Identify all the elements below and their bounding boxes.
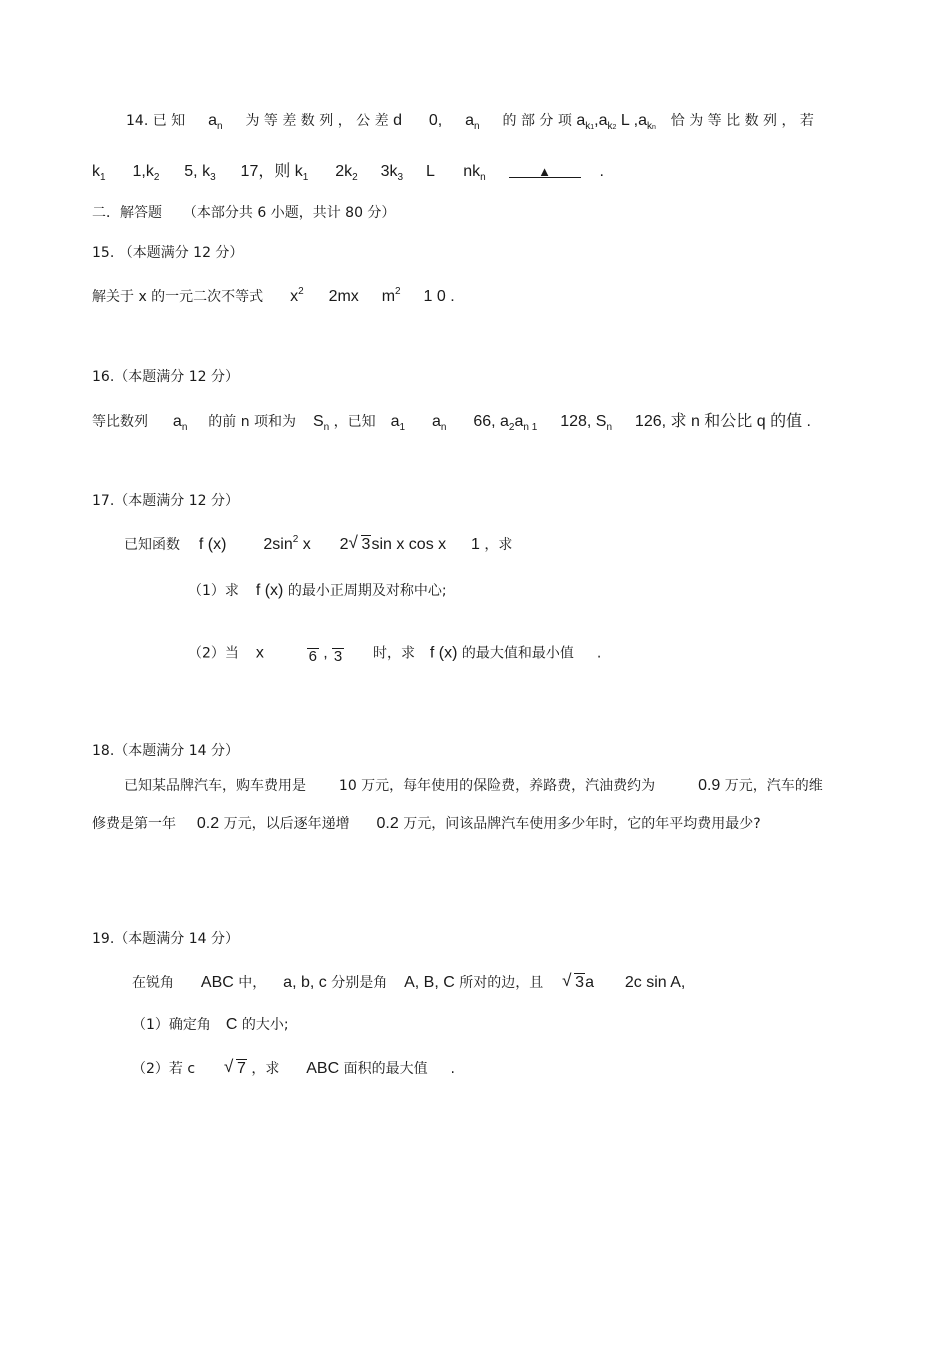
q17-part1: （1）求 f (x) 的最小正周期及对称中心; [188, 582, 447, 599]
q14-line1 [126, 110, 814, 132]
q15-body: 解关于 x 的一元二次不等式 $x^2$ 2mx $m^2$ 1 0 . [92, 286, 455, 305]
q14-subseq: $a_{k1},a_{k2}$ L $,a_{kn}$ [576, 112, 656, 132]
q14-zero: 0, [428, 112, 443, 129]
fraction-pi-6: 6 [307, 642, 319, 665]
q18-title: 18.（本题满分 14 分） [92, 743, 239, 759]
q19-title: 19.（本题满分 14 分） [92, 931, 239, 947]
q14-text-2: 为 等 差 数 列 ， 公 差 [245, 113, 389, 129]
q14-an: $a_n$ [208, 112, 223, 132]
triangle-icon: ▲ [538, 164, 552, 179]
q14-number: 14. [126, 113, 149, 129]
q14-an-2: $a_n$ [465, 112, 480, 132]
q18-line1: 已知某品牌汽车，购车费用是 10 万元，每年使用的保险费，养路费，汽油费约为 0.9 万元，汽车的维 [124, 777, 823, 794]
sqrt-three: √ 3 [349, 536, 372, 554]
answer-blank [509, 163, 581, 178]
q14-d: d [393, 112, 402, 129]
fraction-pi-3: 3 [332, 642, 344, 665]
q17-title: 17.（本题满分 12 分） [92, 493, 239, 509]
q14-text-3: 的 部 分 项 [502, 113, 572, 129]
q16-title: 16.（本题满分 12 分） [92, 369, 239, 385]
q17-part2: （2）当 x 6 , 3 时，求 f (x) 的最大值和最小值 . [188, 642, 601, 665]
section2-heading [92, 202, 395, 222]
section2-note: （本部分共 6 小题，共计 80 分） [182, 205, 396, 221]
q14-text-4: 恰 为 等 比 数 列 ， 若 [670, 113, 814, 129]
q14-line2: $k_1$ $1,k_2$ 5, $k_3$ 17，则 $k_1$ $2k_2$ $3k_3$ L $nk_n$ ▲ . [92, 163, 604, 183]
q19-part2: （2）若 c √ 7 ，求 ABC 面积的最大值 . [132, 1058, 455, 1078]
q17-body: 已知函数 f (x) $2\sin^2$ x 2√ 3sin x cos x 1 ，求 [124, 534, 512, 554]
q15-title: 15. （本题满分 12 分） [92, 245, 244, 261]
q18-line2: 修费是第一年 0.2 万元，以后逐年递增 0.2 万元，问该品牌汽车使用多少年时，它的年平均费用最少? [92, 815, 761, 832]
q19-part1: （1）确定角 C 的大小; [132, 1016, 289, 1033]
sqrt-seven: √ 7 [224, 1060, 247, 1078]
q14-text: 已 知 [152, 113, 186, 129]
q19-line1: 在锐角 ABC 中， a, b, c 分别是角 A, B, C 所对的边，且 √ 3a 2c sin A, [132, 972, 685, 992]
section2-title: 二．解答题 [92, 205, 162, 221]
sqrt-three-19: √ 3 [562, 974, 585, 992]
q16-body: 等比数列 $a_n$ 的前 n 项和为 $S_n$ ，已知 $a_1$ $a_n$ 66, $a_2a_{n 1}$ 128, $S_n$ 126, 求 n 和公比 q 的值 . [92, 413, 811, 433]
